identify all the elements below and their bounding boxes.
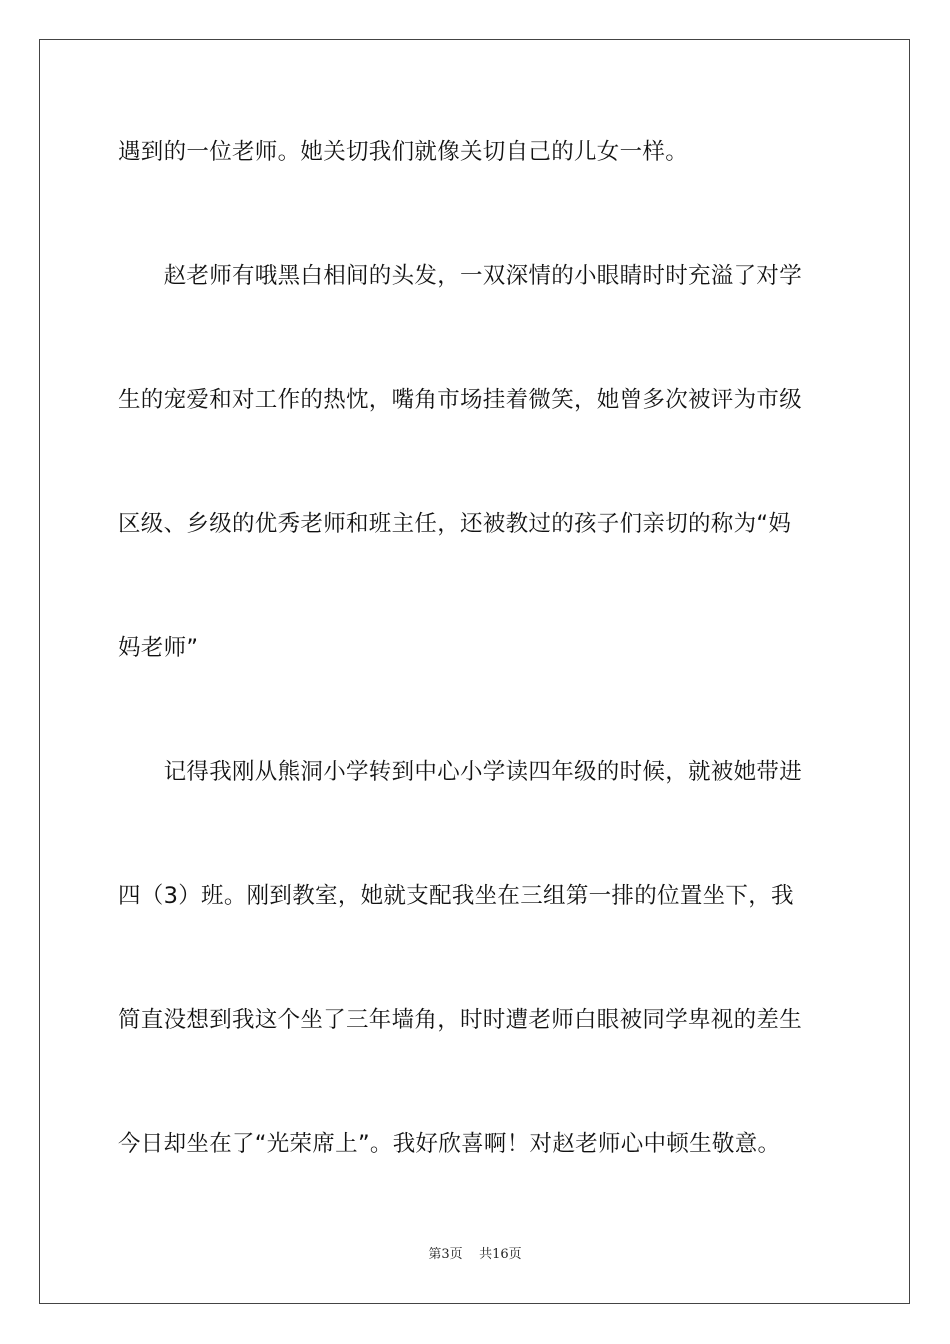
- text-line: 四（3）班。刚到教室，她就支配我坐在三组第一排的位置坐下，我: [118, 883, 794, 909]
- text-line: 记得我刚从熊洞小学转到中心小学读四年级的时候，就被她带进: [118, 759, 803, 785]
- text-line: 今日却坐在了“光荣席上”。我好欣喜啊！对赵老师心中顿生敬意。: [118, 1131, 781, 1157]
- text-line: 赵老师有哦黑白相间的头发，一双深情的小眼睛时时充溢了对学: [118, 263, 803, 289]
- page-footer: [0, 1246, 950, 1264]
- page-number: 第3页: [428, 1247, 463, 1262]
- text-line: 妈老师”: [118, 635, 199, 661]
- text-line: 生的宠爱和对工作的热忱，嘴角市场挂着微笑，她曾多次被评为市级: [118, 387, 803, 413]
- page-total: 共16页: [479, 1247, 522, 1262]
- text-line: 简直没想到我这个坐了三年墙角，时时遭老师白眼被同学卑视的差生: [118, 1007, 803, 1033]
- text-line: 遇到的一位老师。她关切我们就像关切自己的儿女一样。: [118, 139, 689, 165]
- text-line: 区级、乡级的优秀老师和班主任，还被教过的孩子们亲切的称为“妈: [118, 511, 792, 537]
- page-border: [39, 39, 910, 1304]
